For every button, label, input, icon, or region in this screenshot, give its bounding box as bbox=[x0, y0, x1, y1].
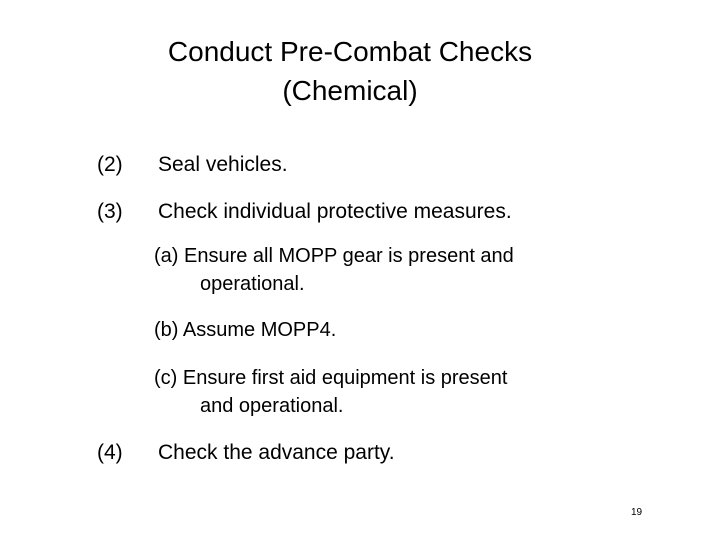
sub-list-item bbox=[154, 242, 514, 298]
page-number: 19 bbox=[631, 507, 643, 518]
sub-item-line-1: (a) Ensure all MOPP gear is present and bbox=[154, 245, 514, 267]
sub-list-item bbox=[154, 364, 508, 420]
sub-item-line-1: (b) Assume MOPP4. bbox=[154, 319, 337, 341]
slide-title bbox=[60, 32, 640, 110]
item-number: (4) bbox=[97, 441, 123, 464]
item-number: (3) bbox=[97, 200, 123, 223]
item-text: Check individual protective measures. bbox=[158, 200, 512, 223]
sub-item-line-1: (c) Ensure first aid equipment is present bbox=[154, 367, 508, 389]
item-text: Check the advance party. bbox=[158, 441, 395, 464]
sub-list-item bbox=[154, 316, 336, 344]
item-number: (2) bbox=[97, 153, 123, 176]
item-text: Seal vehicles. bbox=[158, 153, 288, 176]
sub-item-line-2: and operational. bbox=[200, 395, 344, 417]
sub-item-line-2: operational. bbox=[200, 273, 305, 295]
title-line-1: Conduct Pre-Combat Checks bbox=[167, 36, 533, 67]
title-line-2: (Chemical) bbox=[282, 75, 418, 106]
